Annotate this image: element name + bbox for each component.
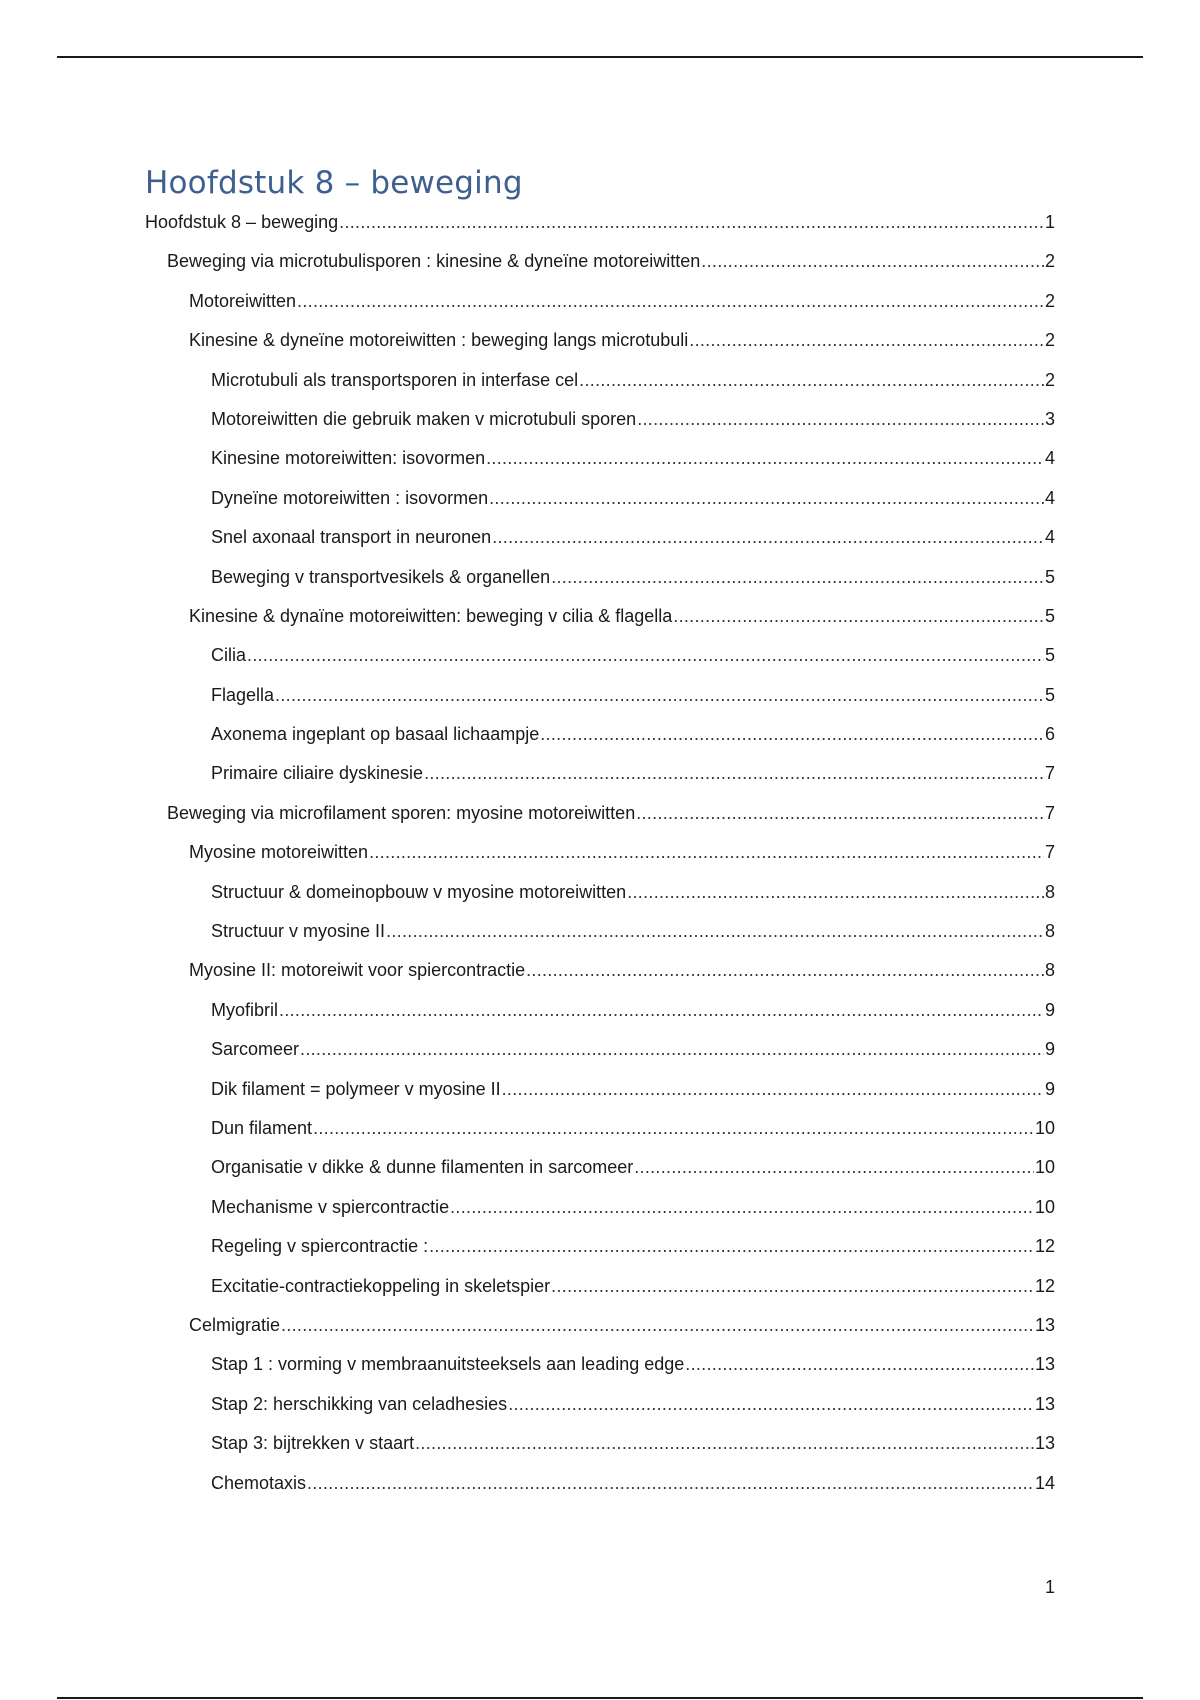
toc-dot-leader xyxy=(637,406,1044,432)
toc-entry-page: 5 xyxy=(1044,566,1055,587)
toc-entry-title: Beweging via microfilament sporen: myosine motoreiwitten xyxy=(167,802,636,823)
toc-entry-page: 8 xyxy=(1044,921,1055,942)
toc-entry-page: 9 xyxy=(1044,1039,1055,1060)
toc-entry[interactable] xyxy=(145,1194,1055,1233)
toc-entry[interactable] xyxy=(145,524,1055,563)
toc-dot-leader xyxy=(247,642,1044,668)
toc-entry[interactable] xyxy=(145,642,1055,681)
table-of-contents xyxy=(145,209,1055,1509)
toc-entry-page: 4 xyxy=(1044,487,1055,508)
toc-entry-title: Beweging v transportvesikels & organellen xyxy=(211,566,551,587)
toc-entry[interactable] xyxy=(145,957,1055,996)
toc-entry[interactable] xyxy=(145,603,1055,642)
toc-dot-leader xyxy=(415,1430,1034,1456)
toc-entry-page: 8 xyxy=(1044,881,1055,902)
toc-entry-page: 7 xyxy=(1044,802,1055,823)
toc-entry[interactable] xyxy=(145,918,1055,957)
toc-entry-page: 1 xyxy=(1044,212,1055,232)
toc-entry-title: Microtubuli als transportsporen in interfase cel xyxy=(211,369,579,390)
toc-entry[interactable] xyxy=(145,1115,1055,1154)
toc-dot-leader xyxy=(307,1470,1034,1496)
toc-entry-title: Structuur v myosine II xyxy=(211,921,386,942)
toc-entry-title: Mechanisme v spiercontractie xyxy=(211,1196,450,1217)
toc-entry-title: Motoreiwitten die gebruik maken v microtubuli sporen xyxy=(211,408,637,429)
toc-entry-title: Myofibril xyxy=(211,999,279,1020)
toc-entry-page: 2 xyxy=(1044,290,1055,311)
toc-entry[interactable] xyxy=(145,1154,1055,1193)
toc-entry-title: Flagella xyxy=(211,684,275,705)
toc-dot-leader xyxy=(579,367,1044,393)
toc-entry-page: 9 xyxy=(1044,999,1055,1020)
toc-entry-title: Dun filament xyxy=(211,1117,313,1138)
toc-entry[interactable] xyxy=(145,839,1055,878)
toc-entry[interactable] xyxy=(145,800,1055,839)
toc-entry-title: Dik filament = polymeer v myosine II xyxy=(211,1078,501,1099)
toc-entry-page: 6 xyxy=(1044,724,1055,745)
toc-entry-page: 4 xyxy=(1044,448,1055,469)
toc-dot-leader xyxy=(540,721,1044,747)
toc-entry-title: Kinesine motoreiwitten: isovormen xyxy=(211,448,486,469)
toc-entry[interactable] xyxy=(145,760,1055,799)
toc-dot-leader xyxy=(489,485,1044,511)
toc-dot-leader xyxy=(313,1115,1034,1141)
toc-entry-title: Dyneïne motoreiwitten : isovormen xyxy=(211,487,489,508)
toc-entry-title: Axonema ingeplant op basaal lichaampje xyxy=(211,724,540,745)
toc-entry-page: 10 xyxy=(1034,1117,1055,1138)
toc-entry[interactable] xyxy=(145,1430,1055,1469)
toc-entry[interactable] xyxy=(145,367,1055,406)
toc-entry-page: 3 xyxy=(1044,408,1055,429)
toc-entry-page: 5 xyxy=(1044,605,1055,626)
toc-entry[interactable] xyxy=(145,406,1055,445)
footer-rule xyxy=(57,1697,1143,1699)
toc-dot-leader xyxy=(281,1312,1034,1338)
toc-dot-leader xyxy=(386,918,1044,944)
toc-dot-leader xyxy=(673,603,1044,629)
toc-entry-title: Stap 2: herschikking van celadhesies xyxy=(211,1393,508,1414)
toc-entry-title: Sarcomeer xyxy=(211,1039,300,1060)
toc-entry-title: Stap 1 : vorming v membraanuitsteeksels aan leading edge xyxy=(211,1354,685,1375)
toc-entry-page: 13 xyxy=(1034,1433,1055,1454)
toc-entry-title: Myosine II: motoreiwit voor spiercontractie xyxy=(189,960,526,981)
toc-entry[interactable] xyxy=(145,879,1055,918)
toc-dot-leader xyxy=(689,327,1044,353)
header-rule xyxy=(57,56,1143,58)
toc-entry-title: Cilia xyxy=(211,645,247,666)
toc-entry-title: Stap 3: bijtrekken v staart xyxy=(211,1433,415,1454)
toc-entry-title: Kinesine & dyneïne motoreiwitten : beweging langs microtubuli xyxy=(189,330,689,351)
toc-entry[interactable] xyxy=(145,485,1055,524)
toc-entry-page: 5 xyxy=(1044,645,1055,666)
toc-entry[interactable] xyxy=(145,1351,1055,1390)
toc-entry-page: 2 xyxy=(1044,251,1055,272)
toc-entry-title: Myosine motoreiwitten xyxy=(189,842,369,863)
toc-entry[interactable] xyxy=(145,1036,1055,1075)
toc-dot-leader xyxy=(627,879,1044,905)
toc-entry-page: 12 xyxy=(1034,1236,1055,1257)
toc-entry[interactable] xyxy=(145,564,1055,603)
toc-dot-leader xyxy=(502,1076,1044,1102)
toc-entry[interactable] xyxy=(145,997,1055,1036)
toc-entry-page: 13 xyxy=(1034,1314,1055,1335)
page-title: Hoofdstuk 8 – beweging xyxy=(145,165,523,201)
toc-dot-leader xyxy=(508,1391,1034,1417)
toc-dot-leader xyxy=(339,209,1044,235)
toc-entry-title: Hoofdstuk 8 – beweging xyxy=(145,212,339,232)
toc-dot-leader xyxy=(492,524,1044,550)
toc-dot-leader xyxy=(701,248,1044,274)
toc-dot-leader xyxy=(369,839,1044,865)
toc-entry-page: 10 xyxy=(1034,1196,1055,1217)
toc-dot-leader xyxy=(551,564,1044,590)
toc-dot-leader xyxy=(551,1273,1034,1299)
toc-dot-leader xyxy=(634,1154,1034,1180)
toc-entry-title: Motoreiwitten xyxy=(189,290,297,311)
toc-entry-page: 7 xyxy=(1044,763,1055,784)
toc-entry[interactable] xyxy=(145,209,1055,248)
toc-entry[interactable] xyxy=(145,682,1055,721)
toc-dot-leader xyxy=(424,760,1044,786)
toc-entry-page: 13 xyxy=(1034,1393,1055,1414)
toc-dot-leader xyxy=(685,1351,1034,1377)
toc-entry[interactable] xyxy=(145,1391,1055,1430)
toc-entry-title: Chemotaxis xyxy=(211,1472,307,1493)
toc-dot-leader xyxy=(297,288,1044,314)
toc-dot-leader xyxy=(636,800,1044,826)
toc-dot-leader xyxy=(486,445,1044,471)
toc-entry-title: Beweging via microtubulisporen : kinesine & dyneïne motoreiwitten xyxy=(167,251,701,272)
toc-dot-leader xyxy=(429,1233,1034,1259)
toc-dot-leader xyxy=(300,1036,1044,1062)
toc-entry[interactable] xyxy=(145,445,1055,484)
toc-entry-page: 9 xyxy=(1044,1078,1055,1099)
toc-entry-title: Excitatie-contractiekoppeling in skeletspier xyxy=(211,1275,551,1296)
toc-entry-page: 13 xyxy=(1034,1354,1055,1375)
toc-entry-page: 2 xyxy=(1044,369,1055,390)
toc-entry-page: 12 xyxy=(1034,1275,1055,1296)
toc-dot-leader xyxy=(279,997,1044,1023)
toc-entry-title: Kinesine & dynaïne motoreiwitten: beweging v cilia & flagella xyxy=(189,605,673,626)
toc-entry[interactable] xyxy=(145,1312,1055,1351)
toc-dot-leader xyxy=(275,682,1044,708)
toc-entry[interactable] xyxy=(145,1470,1055,1509)
toc-entry-title: Snel axonaal transport in neuronen xyxy=(211,527,492,548)
toc-dot-leader xyxy=(450,1194,1034,1220)
toc-entry-page: 7 xyxy=(1044,842,1055,863)
toc-entry[interactable] xyxy=(145,1076,1055,1115)
toc-entry-page: 2 xyxy=(1044,330,1055,351)
toc-entry[interactable] xyxy=(145,327,1055,366)
toc-entry-title: Celmigratie xyxy=(189,1314,281,1335)
toc-entry-page: 8 xyxy=(1044,960,1055,981)
toc-entry[interactable] xyxy=(145,721,1055,760)
toc-entry-page: 5 xyxy=(1044,684,1055,705)
toc-entry-title: Structuur & domeinopbouw v myosine motoreiwitten xyxy=(211,881,627,902)
toc-entry-page: 4 xyxy=(1044,527,1055,548)
toc-entry[interactable] xyxy=(145,288,1055,327)
page-number: 1 xyxy=(1044,1577,1055,1597)
toc-entry-title: Organisatie v dikke & dunne filamenten in sarcomeer xyxy=(211,1157,634,1178)
toc-entry-title: Primaire ciliaire dyskinesie xyxy=(211,763,424,784)
toc-entry-page: 14 xyxy=(1034,1472,1055,1493)
toc-dot-leader xyxy=(526,957,1044,983)
toc-entry[interactable] xyxy=(145,1233,1055,1272)
toc-entry[interactable] xyxy=(145,248,1055,287)
toc-entry-title: Regeling v spiercontractie : xyxy=(211,1236,429,1257)
toc-entry[interactable] xyxy=(145,1273,1055,1312)
toc-entry-page: 10 xyxy=(1034,1157,1055,1178)
